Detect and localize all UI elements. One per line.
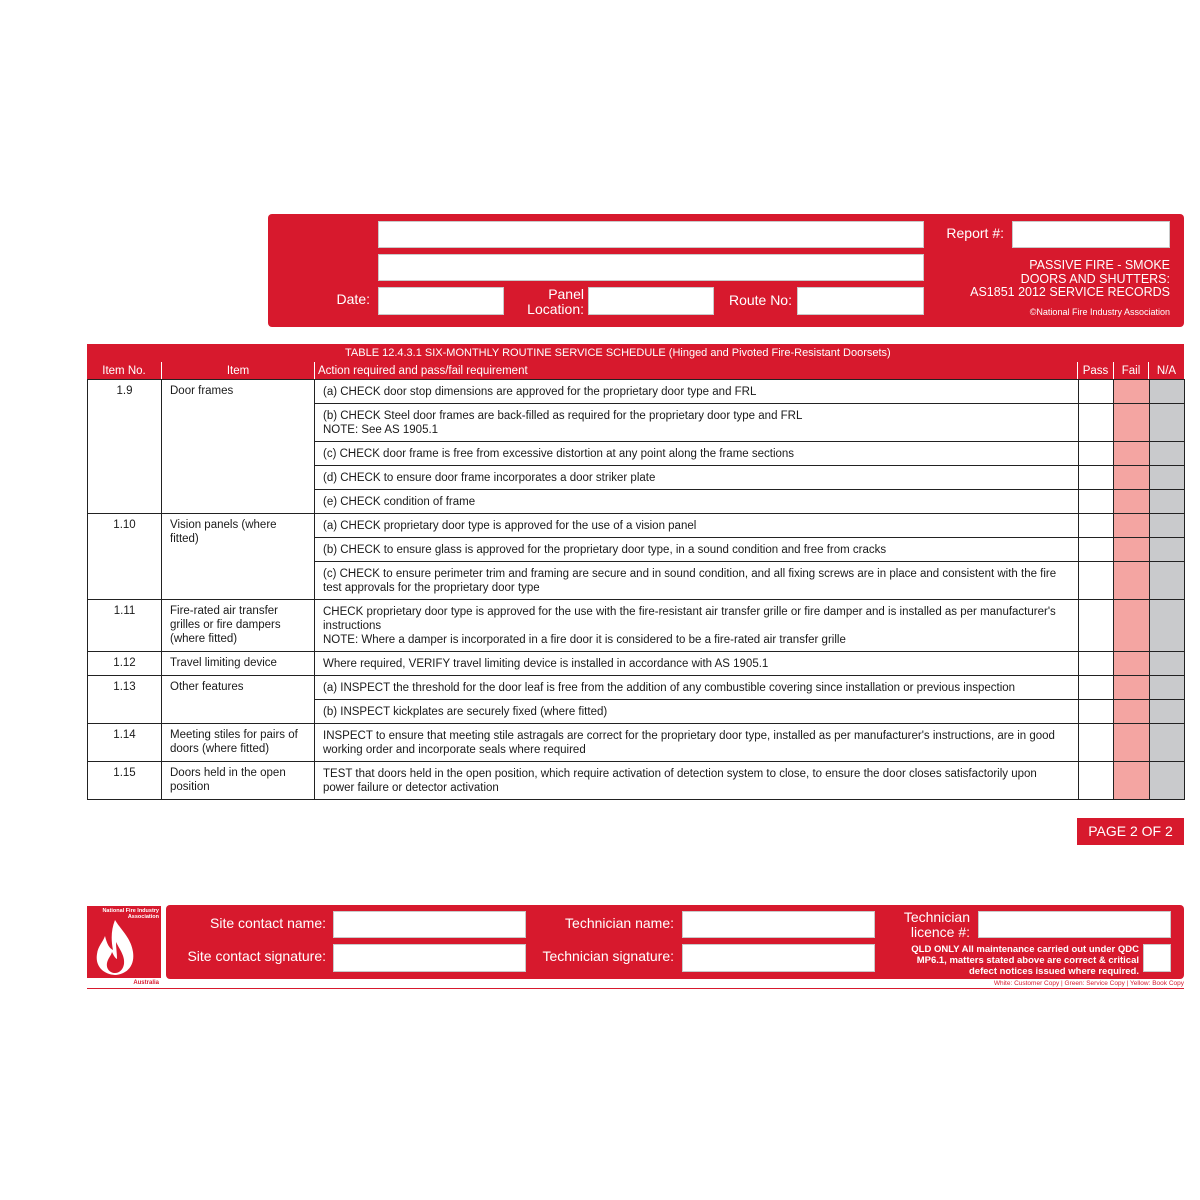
fail-checkbox-cell[interactable] bbox=[1114, 562, 1150, 600]
pass-checkbox-cell[interactable] bbox=[1079, 490, 1114, 514]
action-cell: (e) CHECK condition of frame bbox=[315, 490, 1079, 514]
column-header-item-no: Item No. bbox=[102, 365, 146, 377]
licence-label-line1: Technician bbox=[903, 909, 970, 925]
fail-checkbox-cell[interactable] bbox=[1114, 652, 1150, 676]
pass-checkbox-cell[interactable] bbox=[1079, 700, 1114, 724]
pass-checkbox-cell[interactable] bbox=[1079, 538, 1114, 562]
pass-checkbox-cell[interactable] bbox=[1079, 652, 1114, 676]
na-checkbox-cell[interactable] bbox=[1150, 466, 1185, 490]
pass-checkbox-cell[interactable] bbox=[1079, 442, 1114, 466]
table-row bbox=[88, 514, 1185, 538]
item-name-cell: Fire-rated air transfer grilles or fire dampers (where fitted) bbox=[162, 600, 315, 652]
table-row bbox=[88, 676, 1185, 700]
action-cell: (a) CHECK door stop dimensions are approved for the proprietary door type and FRL bbox=[315, 380, 1079, 404]
action-cell: (c) CHECK to ensure perimeter trim and framing are secure and in sound condition, and all fixing screws are in place and consistent with the fire test approvals for the proprietary door type bbox=[315, 562, 1079, 600]
site-name-field[interactable] bbox=[378, 221, 924, 248]
item-name-cell: Travel limiting device bbox=[162, 652, 315, 676]
fail-checkbox-cell[interactable] bbox=[1114, 676, 1150, 700]
pass-checkbox-cell[interactable] bbox=[1079, 600, 1114, 652]
pass-checkbox-cell[interactable] bbox=[1079, 562, 1114, 600]
date-field[interactable] bbox=[378, 287, 504, 315]
action-cell: (b) INSPECT kickplates are securely fixed (where fitted) bbox=[315, 700, 1079, 724]
report-number-label: Report #: bbox=[946, 225, 1004, 241]
item-number-cell: 1.14 bbox=[88, 724, 162, 762]
table-row bbox=[88, 724, 1185, 762]
fail-checkbox-cell[interactable] bbox=[1114, 490, 1150, 514]
route-no-field[interactable] bbox=[797, 287, 924, 315]
qld-declaration-text: QLD ONLY All maintenance carried out under QDC MP6.1, matters stated above are correct & critical defect notices issued where required. bbox=[911, 944, 1139, 977]
table-row bbox=[88, 380, 1185, 404]
pass-checkbox-cell[interactable] bbox=[1079, 514, 1114, 538]
table-row bbox=[88, 762, 1185, 800]
item-number-cell: 1.9 bbox=[88, 380, 162, 514]
item-number-cell: 1.13 bbox=[88, 676, 162, 724]
technician-name-label: Technician name: bbox=[565, 915, 674, 931]
action-cell: CHECK proprietary door type is approved for the use with the fire-resistant air transfer grille or fire damper and is installed as per manufacturer's instructions NOTE: Where a damper is incorporated in a fire door it is considered to be a fire-rated air transfer grille bbox=[315, 600, 1079, 652]
copy-distribution-note: White: Customer Copy | Green: Service Copy | Yellow: Book Copy bbox=[993, 980, 1184, 987]
panel-location-label bbox=[514, 287, 584, 317]
site-contact-signature-field[interactable] bbox=[333, 944, 526, 972]
header-divider bbox=[314, 362, 315, 379]
signoff-panel bbox=[166, 905, 1184, 979]
page-number-badge: PAGE 2 OF 2 bbox=[1077, 818, 1184, 845]
item-name-cell: Vision panels (where fitted) bbox=[162, 514, 315, 600]
site-contact-name-label: Site contact name: bbox=[210, 915, 326, 931]
site-contact-name-field[interactable] bbox=[333, 911, 526, 938]
technician-signature-label: Technician signature: bbox=[542, 948, 674, 964]
na-checkbox-cell[interactable] bbox=[1150, 724, 1185, 762]
action-cell: (c) CHECK door frame is free from excessive distortion at any point along the frame sections bbox=[315, 442, 1079, 466]
action-cell: (b) CHECK to ensure glass is approved for the proprietary door type, in a sound condition and free from cracks bbox=[315, 538, 1079, 562]
date-label: Date: bbox=[336, 291, 370, 307]
action-cell: (a) INSPECT the threshold for the door leaf is free from the addition of any combustible covering since installation or previous inspection bbox=[315, 676, 1079, 700]
na-checkbox-cell[interactable] bbox=[1150, 700, 1185, 724]
column-header-pass: Pass bbox=[1082, 365, 1109, 377]
item-number-cell: 1.10 bbox=[88, 514, 162, 600]
fail-checkbox-cell[interactable] bbox=[1114, 404, 1150, 442]
site-address-field[interactable] bbox=[378, 254, 924, 281]
technician-signature-field[interactable] bbox=[682, 944, 875, 972]
panel-label-line1: Panel bbox=[548, 286, 584, 302]
logo-org-name: National Fire Industry Association bbox=[102, 908, 159, 920]
item-name-cell: Doors held in the open position bbox=[162, 762, 315, 800]
item-name-cell: Door frames bbox=[162, 380, 315, 514]
panel-location-field[interactable] bbox=[588, 287, 714, 315]
flame-icon bbox=[91, 918, 139, 976]
fail-checkbox-cell[interactable] bbox=[1114, 442, 1150, 466]
table-caption: TABLE 12.4.3.1 SIX-MONTHLY ROUTINE SERVICE SCHEDULE (Hinged and Pivoted Fire-Resistant Doorsets) bbox=[345, 347, 891, 359]
site-contact-signature-label: Site contact signature: bbox=[187, 948, 326, 964]
na-checkbox-cell[interactable] bbox=[1150, 514, 1185, 538]
item-number-cell: 1.11 bbox=[88, 600, 162, 652]
item-number-cell: 1.12 bbox=[88, 652, 162, 676]
panel-label-line2: Location: bbox=[527, 301, 584, 317]
footer-rule bbox=[87, 988, 1184, 989]
pass-checkbox-cell[interactable] bbox=[1079, 762, 1114, 800]
action-cell: INSPECT to ensure that meeting stile astragals are correct for the proprietary door type, installed as per manufacturer's instructions, are in good working order and incorporate seals where required bbox=[315, 724, 1079, 762]
fail-checkbox-cell[interactable] bbox=[1114, 762, 1150, 800]
column-header-action: Action required and pass/fail requirement bbox=[318, 365, 528, 377]
item-name-cell: Meeting stiles for pairs of doors (where fitted) bbox=[162, 724, 315, 762]
route-no-label: Route No: bbox=[728, 292, 792, 308]
form-title-line3: AS1851 2012 SERVICE RECORDS bbox=[970, 285, 1170, 299]
technician-licence-field[interactable] bbox=[978, 911, 1171, 938]
table-header bbox=[87, 344, 1184, 379]
na-checkbox-cell[interactable] bbox=[1150, 380, 1185, 404]
technician-name-field[interactable] bbox=[682, 911, 875, 938]
pass-checkbox-cell[interactable] bbox=[1079, 466, 1114, 490]
licence-label-line2: licence #: bbox=[910, 924, 970, 940]
column-header-na: N/A bbox=[1156, 365, 1177, 377]
pass-checkbox-cell[interactable] bbox=[1079, 380, 1114, 404]
form-title bbox=[930, 259, 1170, 300]
site-details-panel bbox=[268, 214, 1184, 327]
action-cell: (a) CHECK proprietary door type is approved for the use of a vision panel bbox=[315, 514, 1079, 538]
report-number-field[interactable] bbox=[1012, 221, 1170, 248]
service-schedule-table bbox=[87, 379, 1185, 800]
table-row bbox=[88, 652, 1185, 676]
na-checkbox-cell[interactable] bbox=[1150, 762, 1185, 800]
na-checkbox-cell[interactable] bbox=[1150, 404, 1185, 442]
na-checkbox-cell[interactable] bbox=[1150, 676, 1185, 700]
na-checkbox-cell[interactable] bbox=[1150, 652, 1185, 676]
logo-country: Australia bbox=[133, 980, 159, 986]
na-checkbox-cell[interactable] bbox=[1150, 600, 1185, 652]
pass-checkbox-cell[interactable] bbox=[1079, 404, 1114, 442]
item-name-cell: Other features bbox=[162, 676, 315, 724]
na-checkbox-cell[interactable] bbox=[1150, 490, 1185, 514]
copyright-notice: ©National Fire Industry Association bbox=[1029, 307, 1170, 317]
na-checkbox-cell[interactable] bbox=[1150, 442, 1185, 466]
qld-declaration-checkbox[interactable] bbox=[1143, 944, 1171, 972]
column-header-fail: Fail bbox=[1121, 365, 1141, 377]
technician-licence-label bbox=[888, 910, 970, 940]
table-row bbox=[88, 600, 1185, 652]
fail-checkbox-cell[interactable] bbox=[1114, 538, 1150, 562]
fail-checkbox-cell[interactable] bbox=[1114, 380, 1150, 404]
fail-checkbox-cell[interactable] bbox=[1114, 700, 1150, 724]
fail-checkbox-cell[interactable] bbox=[1114, 514, 1150, 538]
action-cell: TEST that doors held in the open position, which require activation of detection system to close, to ensure the door closes satisfactorily upon power failure or detector activation bbox=[315, 762, 1079, 800]
column-header-item: Item bbox=[226, 365, 250, 377]
nfia-logo bbox=[87, 906, 161, 990]
fail-checkbox-cell[interactable] bbox=[1114, 724, 1150, 762]
fail-checkbox-cell[interactable] bbox=[1114, 600, 1150, 652]
action-cell: (b) CHECK Steel door frames are back-filled as required for the proprietary door type and FRL NOTE: See AS 1905.1 bbox=[315, 404, 1079, 442]
fail-checkbox-cell[interactable] bbox=[1114, 466, 1150, 490]
pass-checkbox-cell[interactable] bbox=[1079, 724, 1114, 762]
na-checkbox-cell[interactable] bbox=[1150, 562, 1185, 600]
pass-checkbox-cell[interactable] bbox=[1079, 676, 1114, 700]
form-title-line1: PASSIVE FIRE - SMOKE bbox=[1029, 258, 1170, 272]
form-title-line2: DOORS AND SHUTTERS: bbox=[1020, 271, 1170, 286]
na-checkbox-cell[interactable] bbox=[1150, 538, 1185, 562]
schedule-body bbox=[88, 380, 1185, 800]
action-cell: Where required, VERIFY travel limiting device is installed in accordance with AS 1905.1 bbox=[315, 652, 1079, 676]
action-cell: (d) CHECK to ensure door frame incorporates a door striker plate bbox=[315, 466, 1079, 490]
item-number-cell: 1.15 bbox=[88, 762, 162, 800]
